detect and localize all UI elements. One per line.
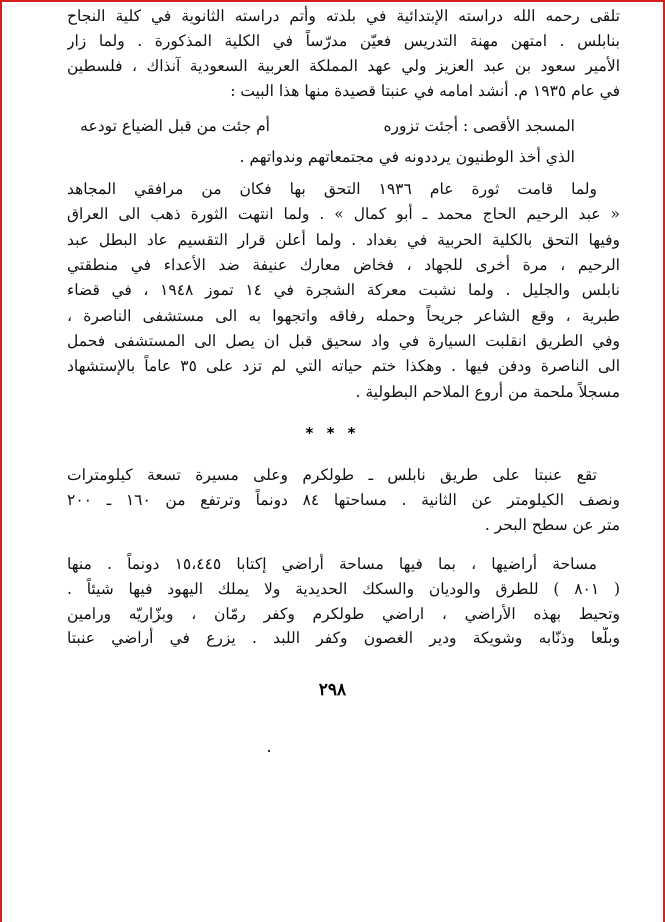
text-line: ونصف الكيلومتر عن الثانية . مساحتها ٨٤ دونماً وترتفع من ١٦٠ ـ ٢٠٠ — [67, 491, 620, 509]
text-line: وتحيط بهذه الأراضي ، اراضي طولكرم وكفر رمّان ، وبزّاريّه ورامين — [67, 605, 620, 623]
text-line: بنابلس . امتهن مهنة التدريس فعيّن مدرّساً في الكلية المذكورة . ولما زار — [67, 32, 620, 50]
text-line: مساحة أراضيها ، بما فيها مساحة أراضي إكتابا ١٥،٤٤٥ دونماً . منها — [67, 555, 597, 573]
text-line: في عام ١٩٣٥ م. أنشد امامه في عنبتا قصيدة منها هذا البيت : — [230, 82, 620, 100]
page-number: ٢٩٨ — [318, 680, 347, 700]
text-line: الذي أخذ الوطنيون يرددونه في مجتمعاتهم وندواتهم . — [239, 148, 575, 166]
section-separator: * * * — [305, 424, 360, 442]
text-line: طبرية ، وقع الشاعر جريحاً وحمله رفاقه واتجهوا به الى مستشفى الناصرة ، — [67, 307, 620, 325]
text-line: مسجلاً ملحمة من أروع الملاحم البطولية . — [355, 383, 620, 401]
text-line: وفيها التحق بالكلية الحربية في بغداد . ولما أعلن قرار التقسيم عاد البطل عبد — [67, 231, 620, 249]
text-line: وبلّعا وذنّابه وشويكة ودير الغصون وكفر اللبد . يزرع في أراضي عنبتا — [67, 629, 620, 647]
text-line: الأمير سعود بن عبد العزيز ولي عهد المملكة العربية السعودية آنذاك ، فلسطين — [67, 57, 620, 75]
text-line: تلقى رحمه الله دراسته الإبتدائية في بلدته وأتم دراسته الثانوية في كلية النجاح — [67, 7, 620, 25]
verse-first-hemistich: المسجد الأقصى : أجئت تزوره — [383, 117, 575, 135]
scan-speck — [268, 750, 270, 752]
text-line: « عبد الرحيم الحاج محمد ـ أبو كمال » . ولما انتهت الثورة ذهب الى العراق — [67, 205, 620, 223]
text-line: الرحيم ، مرة أخرى للجهاد ، فخاض معارك عنيفة ضد الأعداء في منطقتي — [67, 256, 620, 274]
text-line: نابلس والجليل . ولما نشبت معركة الشجرة في ١٤ تموز ١٩٤٨ ، في قضاء — [67, 281, 620, 299]
text-line: ( ٨٠١ ) للطرق والوديان والسكك الحديدية ولا يملك اليهود فيها شيئاً . — [67, 580, 620, 598]
text-line: متر عن سطح البحر . — [484, 516, 620, 534]
text-line: وفي الطريق انقلبت السيارة في واد سحيق قبل ان يصل الى المستشفى فحمل — [67, 332, 620, 350]
text-line: ولما قامت ثورة عام ١٩٣٦ التحق بها فكان من مرافقي المجاهد — [67, 180, 597, 198]
text-line: تقع عنبتا على طريق نابلس ـ طولكرم وعلى مسيرة تسعة كيلومترات — [67, 466, 597, 484]
verse-second-hemistich: أم جئت من قبل الضياع تودعه — [80, 117, 270, 135]
text-line: الى الناصرة ودفن فيها . وهكذا ختم حياته التي لم تزد على ٣٥ عاماً بالإستشهاد — [67, 357, 620, 375]
